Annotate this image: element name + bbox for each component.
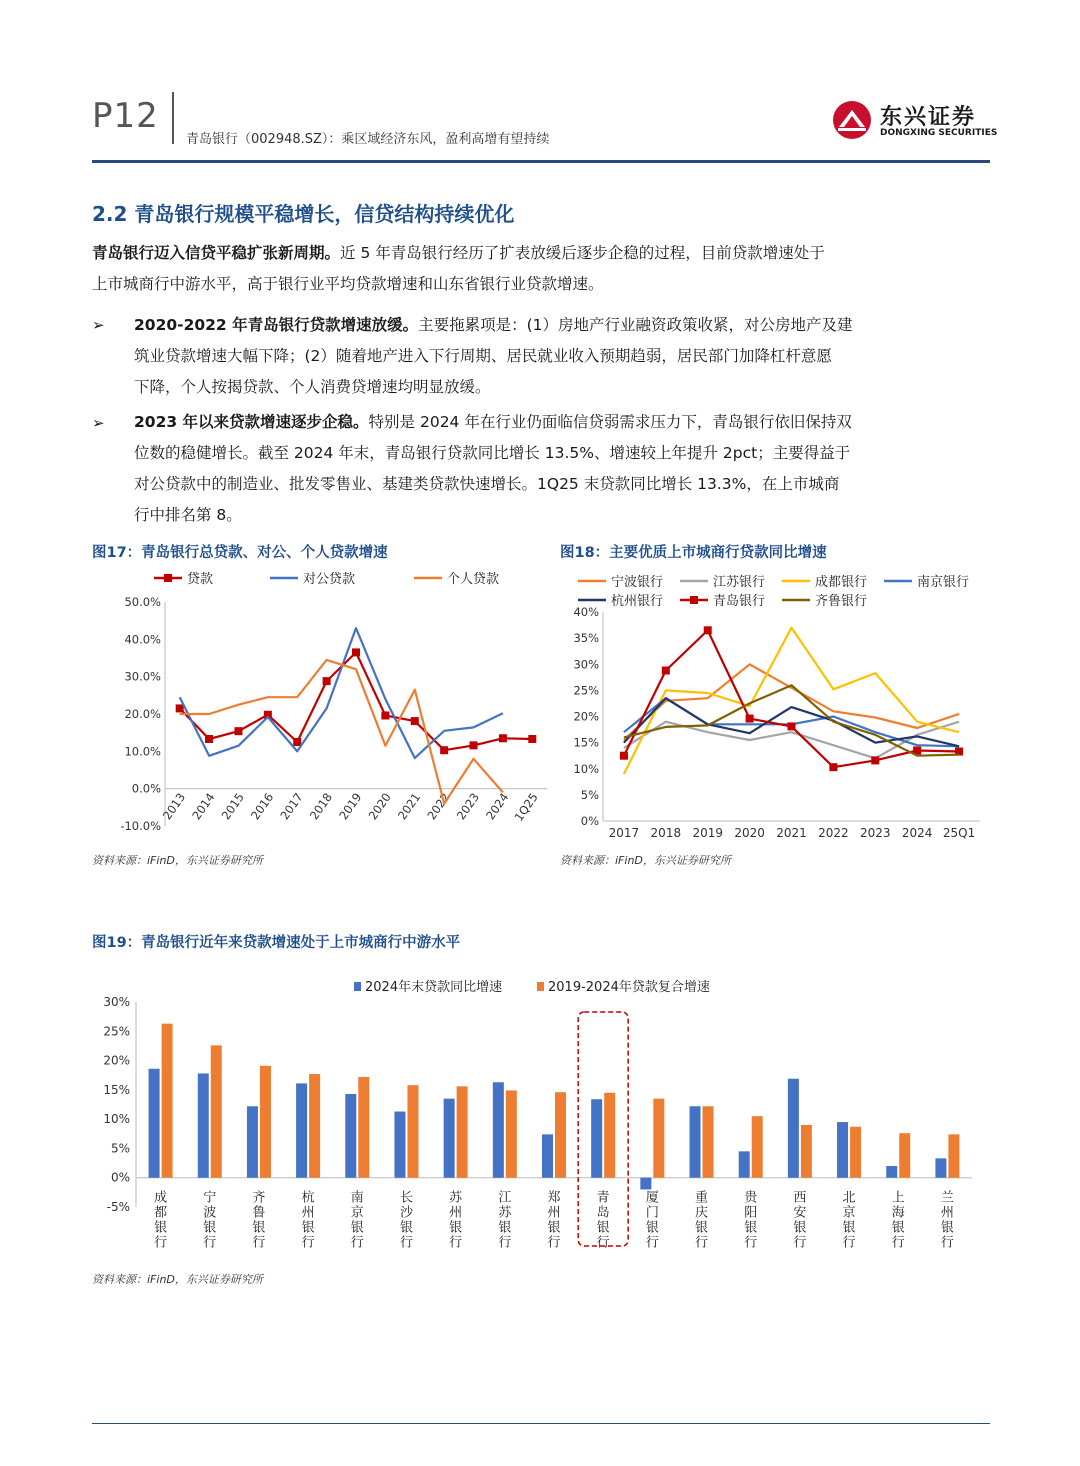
y-tick-label: 0.0%: [131, 781, 161, 796]
y-tick-label: 0%: [580, 814, 599, 828]
y-tick-label: 15%: [573, 735, 599, 750]
y-tick-label: 25%: [573, 683, 599, 698]
bullet-icon: ➢: [92, 414, 105, 432]
x-tick-label: 2020: [734, 826, 765, 840]
intro-lead: 青岛银行迈入信贷平稳扩张新周期。: [92, 244, 341, 262]
legend-label: 青岛银行: [713, 594, 766, 609]
x-tick-label: 2013: [159, 790, 189, 823]
x-tick-label: 北京银行: [842, 1190, 856, 1251]
y-tick-label: 20%: [103, 1053, 130, 1068]
data-point: [411, 717, 419, 725]
data-point: [323, 677, 331, 685]
y-tick-label: 20%: [573, 709, 599, 724]
data-point: [704, 626, 712, 634]
bar-2024年末贷款同比增速: [345, 1094, 356, 1178]
bar-2024年末贷款同比增速: [247, 1106, 258, 1177]
bar-2024年末贷款同比增速: [935, 1158, 946, 1177]
bar-2019-2024年贷款复合增速: [211, 1045, 222, 1177]
bar-2024年末贷款同比增速: [739, 1151, 750, 1177]
x-tick-label: 1Q25: [511, 790, 541, 824]
fig17-chart: [92, 564, 562, 854]
data-point: [293, 738, 301, 746]
data-point: [528, 735, 536, 743]
x-tick-label: 2019: [336, 790, 365, 823]
y-tick-label: 50.0%: [124, 595, 161, 609]
data-point: [788, 722, 796, 730]
fig17-title: 图17：青岛银行总贷款、对公、个人贷款增速: [92, 545, 388, 561]
bar-2024年末贷款同比增速: [591, 1099, 602, 1177]
footer-rule: [92, 1423, 990, 1424]
legend-label: 对公贷款: [303, 572, 356, 587]
x-tick-label: 2018: [306, 790, 336, 823]
bar-2019-2024年贷款复合增速: [801, 1125, 812, 1178]
y-tick-label: 25%: [103, 1024, 130, 1039]
bullet-paragraph-2: [134, 407, 990, 531]
bar-2019-2024年贷款复合增速: [162, 1024, 173, 1178]
bar-2024年末贷款同比增速: [886, 1166, 897, 1178]
b2-lead: 2023 年以来贷款增速逐步企稳。: [134, 413, 369, 431]
data-point: [381, 711, 389, 719]
b2-line3: 对公贷款中的制造业、批发零售业、基建类贷款快速增长。1Q25 末贷款同比增长 13.3%，在上市城商: [134, 475, 840, 493]
legend-swatch: [537, 982, 544, 991]
legend-swatch: [354, 982, 361, 991]
legend-marker: [690, 596, 698, 604]
bar-2019-2024年贷款复合增速: [604, 1093, 615, 1178]
series-line-贷款: [180, 652, 533, 750]
x-tick-label: 上海银行: [891, 1190, 905, 1251]
x-tick-label: 2019: [692, 826, 723, 840]
legend-label: 齐鲁银行: [815, 594, 868, 609]
header-rule: [92, 160, 990, 163]
page-number: P12: [92, 96, 159, 136]
legend-label: 2024年末贷款同比增速: [365, 980, 503, 995]
b2-line2: 位数的稳健增长。截至 2024 年末，青岛银行贷款同比增长 13.5%、增速较上年提升 2pct；主要得益于: [134, 444, 851, 462]
x-tick-label: 2024: [483, 790, 512, 823]
fig18-source: 资料来源：iFinD，东兴证券研究所: [560, 854, 731, 867]
legend-label: 杭州银行: [611, 594, 664, 609]
y-tick-label: 10%: [573, 761, 599, 776]
bar-2019-2024年贷款复合增速: [506, 1090, 517, 1177]
bar-2024年末贷款同比增速: [198, 1073, 209, 1177]
b1-line1: 主要拖累项是：(1）房地产行业融资政策收紧，对公房地产及建: [418, 316, 853, 334]
x-tick-label: 2022: [818, 826, 849, 840]
x-tick-label: 成都银行: [154, 1190, 168, 1251]
bar-2019-2024年贷款复合增速: [752, 1116, 763, 1178]
fig18-title: 图18：主要优质上市城商行贷款同比增速: [560, 545, 827, 561]
bar-2024年末贷款同比增速: [690, 1106, 701, 1177]
data-point: [440, 746, 448, 754]
data-point: [352, 648, 360, 656]
fig19-title: 图19：青岛银行近年来贷款增速处于上市城商行中游水平: [92, 935, 461, 951]
y-tick-label: 10%: [103, 1112, 130, 1127]
y-tick-label: 40%: [573, 605, 599, 619]
legend-label: 成都银行: [815, 575, 868, 590]
bar-2019-2024年贷款复合增速: [948, 1134, 959, 1177]
bullet-icon: ➢: [92, 316, 105, 334]
x-tick-label: 2023: [860, 826, 891, 840]
bar-2024年末贷款同比增速: [296, 1083, 307, 1177]
legend-marker: [164, 574, 172, 582]
x-tick-label: 江苏银行: [498, 1190, 512, 1251]
legend-label: 2019-2024年贷款复合增速: [548, 980, 710, 995]
data-point: [176, 704, 184, 712]
x-tick-label: 25Q1: [942, 826, 976, 840]
bar-2024年末贷款同比增速: [149, 1069, 160, 1178]
legend-label: 贷款: [187, 572, 214, 587]
y-tick-label: 30.0%: [124, 669, 161, 684]
y-tick-label: -5%: [106, 1200, 130, 1214]
bar-2019-2024年贷款复合增速: [555, 1092, 566, 1178]
x-tick-label: 2023: [453, 790, 482, 823]
data-point: [620, 752, 628, 760]
intro-paragraph: [92, 238, 990, 300]
data-point: [829, 763, 837, 771]
brand-logo-icon: [832, 100, 872, 140]
bar-2019-2024年贷款复合增速: [653, 1099, 664, 1178]
x-tick-label: 苏州银行: [449, 1190, 463, 1251]
fig18-chart: [560, 564, 990, 854]
bullet-paragraph-1: [134, 310, 990, 403]
x-tick-label: 兰州银行: [940, 1190, 954, 1251]
legend-label: 个人贷款: [447, 572, 500, 587]
x-tick-label: 2017: [277, 790, 306, 823]
x-tick-label: 2016: [248, 790, 277, 823]
x-tick-label: 重庆银行: [695, 1190, 709, 1251]
x-tick-label: 西安银行: [793, 1190, 807, 1251]
bar-2019-2024年贷款复合增速: [850, 1127, 861, 1178]
b1-line3: 下降，个人按揭贷款、个人消费贷增速均明显放缓。: [134, 378, 491, 396]
bar-2019-2024年贷款复合增速: [457, 1086, 468, 1177]
x-tick-label: 南京银行: [350, 1190, 364, 1251]
data-point: [871, 756, 879, 764]
y-tick-label: 35%: [573, 631, 599, 646]
b2-line4: 行中排名第 8。: [134, 506, 242, 524]
bar-2024年末贷款同比增速: [542, 1134, 553, 1177]
y-tick-label: 5%: [110, 1141, 130, 1156]
bar-2024年末贷款同比增速: [493, 1082, 504, 1177]
intro-line2: 上市城商行中游水平，高于银行业平均贷款增速和山东省银行业贷款增速。: [92, 275, 604, 293]
x-tick-label: 2017: [608, 826, 640, 840]
x-tick-label: 2018: [650, 826, 682, 840]
data-point: [499, 734, 507, 742]
bar-2019-2024年贷款复合增速: [703, 1106, 714, 1177]
x-tick-label: 2014: [189, 790, 218, 823]
data-point: [746, 715, 754, 723]
y-tick-label: 5%: [580, 787, 599, 802]
data-point: [662, 667, 670, 675]
fig19-source: 资料来源：iFinD，东兴证券研究所: [92, 1273, 263, 1286]
x-tick-label: 齐鲁银行: [252, 1190, 266, 1251]
bar-2024年末贷款同比增速: [394, 1112, 405, 1178]
bar-2024年末贷款同比增速: [444, 1099, 455, 1178]
intro-line1: 近 5 年青岛银行经历了扩表放缓后逐步企稳的过程，目前贷款增速处于: [340, 244, 825, 262]
x-tick-label: 宁波银行: [203, 1190, 217, 1251]
data-point: [470, 741, 478, 749]
legend-label: 宁波银行: [611, 575, 664, 590]
x-tick-label: 2021: [776, 826, 807, 840]
y-tick-label: 20.0%: [124, 707, 161, 721]
series-line-齐鲁银行: [624, 685, 959, 756]
x-tick-label: 贵阳银行: [744, 1190, 758, 1251]
b1-line2: 筑业贷款增速大幅下降；(2）随着地产进入下行周期、居民就业收入预期趋弱，居民部门加降杠杆意愿: [134, 347, 832, 365]
fig19-chart: [92, 968, 990, 1258]
x-tick-label: 青岛银行: [596, 1190, 610, 1251]
x-tick-label: 2020: [365, 790, 394, 823]
brand-name-en: DONGXING SECURITIES: [880, 128, 998, 138]
data-point: [205, 735, 213, 743]
y-tick-label: 0%: [110, 1170, 130, 1185]
x-tick-label: 郑州银行: [547, 1190, 561, 1251]
x-tick-label: 厦门银行: [645, 1190, 659, 1251]
b1-lead: 2020-2022 年青岛银行贷款增速放缓。: [134, 316, 419, 334]
section-title: 2.2 青岛银行规模平稳增长，信贷结构持续优化: [92, 202, 515, 226]
header-divider: [172, 92, 174, 144]
bar-2024年末贷款同比增速: [640, 1178, 651, 1190]
bar-2024年末贷款同比增速: [788, 1079, 799, 1178]
x-tick-label: 2024: [901, 826, 933, 840]
x-tick-label: 长沙银行: [399, 1190, 413, 1251]
y-tick-label: -10.0%: [120, 819, 161, 833]
bar-2019-2024年贷款复合增速: [260, 1066, 271, 1178]
x-tick-label: 2015: [218, 790, 247, 823]
bar-2019-2024年贷款复合增速: [899, 1133, 910, 1178]
bar-2019-2024年贷款复合增速: [407, 1085, 418, 1178]
brand-name-cn: 东兴证券: [880, 105, 977, 130]
y-tick-label: 15%: [103, 1082, 130, 1097]
y-tick-label: 10.0%: [124, 744, 161, 759]
b2-line1: 特别是 2024 年在行业仍面临信贷弱需求压力下，青岛银行依旧保持双: [368, 413, 852, 431]
y-tick-label: 30%: [103, 995, 130, 1009]
bar-2019-2024年贷款复合增速: [309, 1074, 320, 1178]
bar-2019-2024年贷款复合增速: [358, 1077, 369, 1178]
series-line-青岛银行: [624, 630, 959, 767]
series-line-对公贷款: [180, 628, 503, 758]
y-tick-label: 40.0%: [124, 632, 161, 647]
x-tick-label: 杭州银行: [301, 1190, 315, 1251]
x-tick-label: 2021: [394, 790, 424, 823]
data-point: [234, 727, 242, 735]
series-line-个人贷款: [180, 660, 503, 804]
legend-label: 江苏银行: [713, 575, 766, 590]
y-tick-label: 30%: [573, 657, 599, 672]
fig17-source: 资料来源：iFinD，东兴证券研究所: [92, 854, 263, 867]
legend-label: 南京银行: [917, 575, 970, 590]
document-title: 青岛银行（002948.SZ）：乘区域经济东风，盈利高增有望持续: [186, 132, 550, 147]
x-tick-label: 2022: [424, 790, 453, 823]
bar-2024年末贷款同比增速: [837, 1122, 848, 1178]
